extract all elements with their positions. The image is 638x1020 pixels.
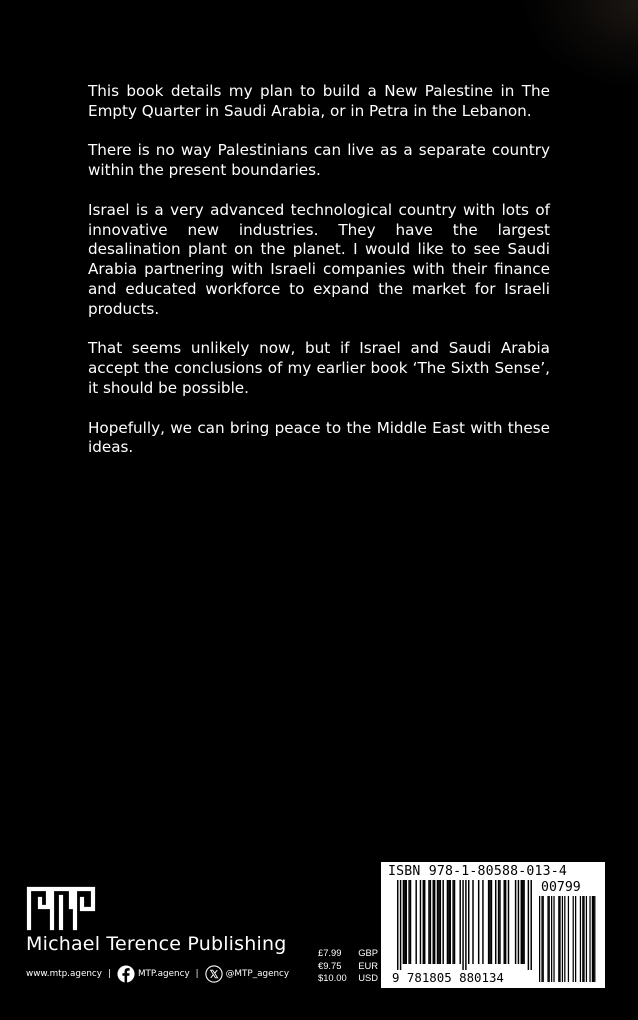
publisher-name: Michael Terence Publishing — [26, 933, 287, 955]
barcode-bar — [434, 880, 435, 964]
barcode-bar — [420, 880, 421, 964]
barcode-bar — [586, 896, 587, 982]
price-currency: USD — [358, 972, 378, 983]
x-twitter-icon[interactable] — [205, 965, 223, 983]
barcode-bar — [495, 880, 496, 964]
barcode-bar — [408, 880, 409, 964]
mtp-logo-icon — [26, 885, 96, 931]
blurb-paragraph: Israel is a very advanced technological country with lots of innovative new industries. They have the largest desalination plant on the planet. I would like to see Saudi Arabia partnering with Israeli companies with their finance and educated workforce to expand the market for Israeli products. — [88, 200, 550, 318]
blurb-paragraph: There is no way Palestinians can live as a separate country within the present boundaries. — [88, 141, 550, 180]
barcode-bar — [406, 880, 407, 964]
barcode-bar — [521, 880, 522, 964]
barcode-bar — [562, 896, 563, 982]
blurb-paragraph: This book details my plan to build a New Palestine in The Empty Quarter in Saudi Arabia, or in Petra in the Lebanon. — [88, 82, 550, 120]
barcode-bar — [504, 880, 505, 964]
publisher-website[interactable]: www.mtp.agency — [26, 969, 102, 979]
barcode-bar — [558, 896, 559, 982]
barcode-bar — [499, 880, 500, 964]
back-cover-blurb — [88, 82, 550, 478]
barcode-bar — [489, 880, 490, 964]
barcode-bar — [410, 880, 411, 964]
barcode-bar — [508, 880, 509, 964]
barcode-bar — [530, 880, 531, 970]
barcode-bar — [498, 880, 499, 964]
price-currency: EUR — [358, 959, 378, 971]
price-row — [318, 960, 378, 973]
barcode-bar — [589, 896, 590, 982]
barcode-bar — [559, 896, 560, 982]
barcode-bar — [423, 880, 424, 964]
barcode-bar — [580, 896, 581, 982]
price-row — [318, 972, 378, 985]
barcode-bar — [568, 896, 569, 982]
barcode-bar — [462, 880, 463, 970]
price-amount: $10.00 — [318, 972, 347, 983]
barcode-bar — [465, 880, 466, 970]
barcode-bar — [482, 880, 483, 964]
x-handle[interactable]: @MTP_agency — [225, 969, 290, 979]
barcode-bar — [515, 880, 516, 964]
barcode-bar — [400, 880, 401, 970]
barcode-bar — [433, 880, 434, 964]
barcode-bar — [403, 880, 404, 964]
facebook-handle[interactable]: MTP.agency — [137, 969, 190, 979]
barcode-bar — [518, 880, 519, 964]
isbn-barcode — [381, 862, 605, 988]
barcode-bar — [547, 896, 548, 982]
barcode-bar — [491, 880, 492, 964]
barcode-bar — [428, 880, 429, 964]
barcode-bar — [450, 880, 451, 964]
barcode-bar — [522, 880, 523, 964]
barcode-bar — [541, 896, 542, 982]
barcode-bar — [437, 880, 438, 964]
barcode-bar — [397, 880, 398, 970]
barcode-bar — [551, 896, 552, 982]
price-amount: £7.99 — [318, 947, 342, 958]
barcode-bar — [404, 880, 405, 964]
price-currency: GBP — [358, 947, 378, 958]
barcode-bar — [543, 896, 544, 982]
publisher-contacts — [26, 965, 296, 983]
price-addon-code: 00799 — [541, 880, 581, 895]
barcode-bar — [442, 880, 443, 964]
barcode-bar — [582, 896, 583, 982]
barcode-bar — [440, 880, 441, 964]
barcode-bar — [438, 880, 439, 964]
contact-separator: | — [107, 969, 111, 979]
barcode-bar — [505, 880, 506, 964]
price-list — [318, 947, 378, 985]
barcode-bar — [415, 880, 416, 964]
barcode-bar — [472, 880, 473, 964]
blurb-paragraph: That seems unlikely now, but if Israel and Saudi Arabia accept the conclusions of my earlier book ‘The Sixth Sense’, it should be possible. — [88, 339, 550, 397]
facebook-icon[interactable] — [117, 965, 135, 983]
barcode-bar — [592, 896, 593, 982]
barcode-bar — [564, 896, 565, 982]
barcode-bar — [468, 880, 469, 964]
barcode-bar — [594, 896, 595, 982]
barcode-bar — [448, 880, 449, 964]
publisher-block — [26, 885, 296, 983]
price-amount: €9.75 — [318, 959, 342, 971]
barcode-bar — [447, 880, 448, 964]
barcode-bar — [593, 896, 594, 982]
barcode-bar — [539, 896, 540, 982]
barcode-bar — [452, 880, 453, 964]
barcode-bar — [478, 880, 479, 964]
barcode-bar — [424, 880, 425, 964]
barcode-bar — [583, 896, 584, 982]
barcode-bar — [523, 880, 524, 964]
price-row — [318, 947, 378, 960]
barcode-bar — [528, 880, 529, 970]
barcode-bar — [430, 880, 431, 964]
barcode-bar — [459, 880, 460, 964]
isbn-label: ISBN 978-1-80588-013-4 — [388, 864, 568, 879]
barcode-bar — [573, 896, 574, 982]
barcode-bar — [553, 896, 554, 982]
barcode-bar — [549, 896, 550, 982]
barcode-bar — [454, 880, 455, 964]
contact-separator: | — [195, 969, 199, 979]
blurb-paragraph: Hopefully, we can bring peace to the Middle East with these ideas. — [88, 418, 550, 457]
ean-digits: 9 781805 880134 — [392, 970, 504, 985]
barcode-bar — [575, 896, 576, 982]
barcode-bar — [488, 880, 489, 964]
